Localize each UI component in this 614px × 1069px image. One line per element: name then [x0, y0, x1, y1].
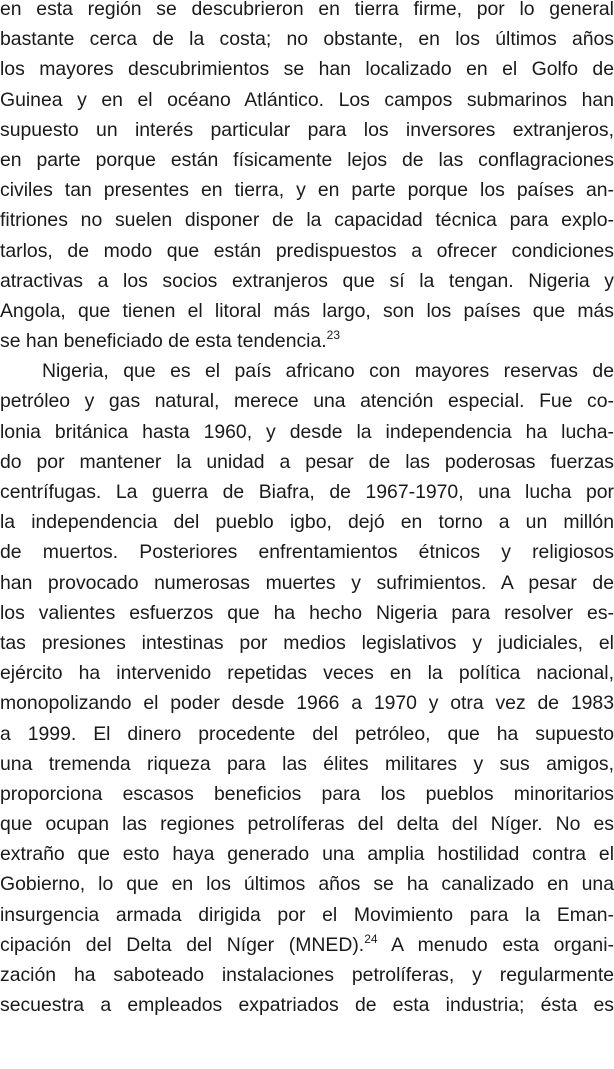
text-segment: los valientes esfuerzos que ha hecho Nigeria para resolver es- — [0, 601, 614, 624]
text-line — [0, 24, 614, 54]
text-line — [0, 537, 614, 567]
text-line — [0, 719, 614, 749]
text-line — [0, 628, 614, 658]
text-line — [0, 598, 614, 628]
text-segment: Guinea y en el océano Atlántico. Los campos submarinos han — [0, 88, 614, 111]
text-line — [0, 266, 614, 296]
text-segment: una tremenda riqueza para las élites militares y sus amigos, — [0, 752, 614, 775]
text-line — [0, 205, 614, 235]
text-line — [0, 839, 614, 869]
text-segment: petróleo y gas natural, merece una atención especial. Fue co- — [0, 390, 614, 413]
text-segment: zación ha saboteado instalaciones petrolíferas, y regularmente — [0, 964, 614, 986]
text-line — [0, 356, 614, 386]
text-segment: de muertos. Posteriores enfrentamientos étnicos y religiosos — [0, 541, 614, 564]
text-segment: atractivas a los socios extranjeros que sí la tengan. Nigeria y — [0, 269, 614, 292]
text-segment: en esta región se descubrieron en tierra firme, por lo general — [0, 0, 614, 20]
text-segment: que ocupan las regiones petrolíferas del delta del Níger. No es — [0, 813, 614, 836]
text-segment: a 1999. El dinero procedente del petróleo, que ha supuesto — [0, 722, 614, 745]
text-segment: tarlos, de modo que están predispuestos a ofrecer condiciones — [0, 239, 614, 262]
text-line — [0, 507, 614, 537]
text-segment: monopolizando el poder desde 1966 a 1970 y otra vez de 1983 — [0, 692, 614, 715]
text-segment: los mayores descubrimientos se han localizado en el Golfo de — [0, 58, 614, 81]
text-segment: la independencia del pueblo igbo, dejó en torno a un millón — [0, 511, 614, 534]
text-segment: Angola, que tienen el litoral más largo, son los países que más — [0, 299, 614, 322]
text-segment: do por mantener la unidad a pesar de las poderosas fuerzas — [0, 450, 614, 473]
text-segment: extraño que esto haya generado una amplia hostilidad contra el — [0, 843, 614, 866]
text-line — [0, 568, 614, 598]
text-segment: en parte porque están físicamente lejos de las conflagraciones — [0, 148, 614, 171]
text-line — [0, 990, 614, 1020]
text-segment: civiles tan presentes en tierra, y en parte porque los países an- — [0, 179, 614, 202]
footnote-reference[interactable]: 23 — [326, 328, 341, 343]
text-segment: cipación del Delta del Níger (MNED). — [0, 933, 365, 956]
text-line — [0, 688, 614, 718]
text-segment: A menudo esta organi- — [377, 933, 614, 956]
text-line — [0, 115, 614, 145]
text-segment: han provocado numerosas muertes y sufrimientos. A pesar de — [0, 571, 614, 594]
text-line — [0, 930, 614, 960]
text-line — [0, 54, 614, 84]
text-line — [0, 326, 614, 356]
text-segment: centrífugas. La guerra de Biafra, de 1967-1970, una lucha por — [0, 481, 614, 503]
text-segment: bastante cerca de la costa; no obstante, en los últimos años — [0, 28, 614, 51]
text-line — [0, 175, 614, 205]
text-line — [0, 296, 614, 326]
text-line — [0, 386, 614, 416]
footnote-reference[interactable]: 24 — [364, 931, 378, 946]
text-segment: proporciona escasos beneficios para los pueblos minoritarios — [0, 782, 614, 805]
text-segment: Gobierno, lo que en los últimos años se ha canalizado en una — [0, 873, 614, 896]
text-segment: secuestra a empleados expatriados de esta industria; ésta es — [0, 994, 614, 1017]
text-line — [0, 236, 614, 266]
text-segment: tas presiones intestinas por medios legislativos y judiciales, el — [0, 631, 614, 654]
text-segment: lonia británica hasta 1960, y desde la independencia ha lucha- — [0, 420, 614, 443]
text-line — [0, 749, 614, 779]
text-line — [0, 779, 614, 809]
text-line — [0, 869, 614, 899]
text-line — [0, 417, 614, 447]
text-line — [0, 809, 614, 839]
text-line — [0, 900, 614, 930]
text-line — [0, 145, 614, 175]
paragraph — [0, 0, 614, 356]
text-segment: fitriones no suelen disponer de la capacidad técnica para explo- — [0, 209, 614, 232]
text-line — [0, 85, 614, 115]
text-line — [0, 447, 614, 477]
text-segment: se han beneficiado de esta tendencia. — [0, 330, 327, 353]
text-line — [0, 658, 614, 688]
text-segment: ejército ha intervenido repetidas veces en la política nacional, — [0, 662, 614, 685]
text-segment: supuesto un interés particular para los inversores extranjeros, — [0, 118, 614, 141]
text-line — [0, 960, 614, 990]
text-segment: Nigeria, que es el país africano con mayores reservas de — [42, 360, 614, 383]
text-line — [0, 477, 614, 507]
text-line — [0, 0, 614, 24]
text-segment: insurgencia armada dirigida por el Movimiento para la Eman- — [0, 903, 614, 926]
paragraph — [0, 356, 614, 1020]
